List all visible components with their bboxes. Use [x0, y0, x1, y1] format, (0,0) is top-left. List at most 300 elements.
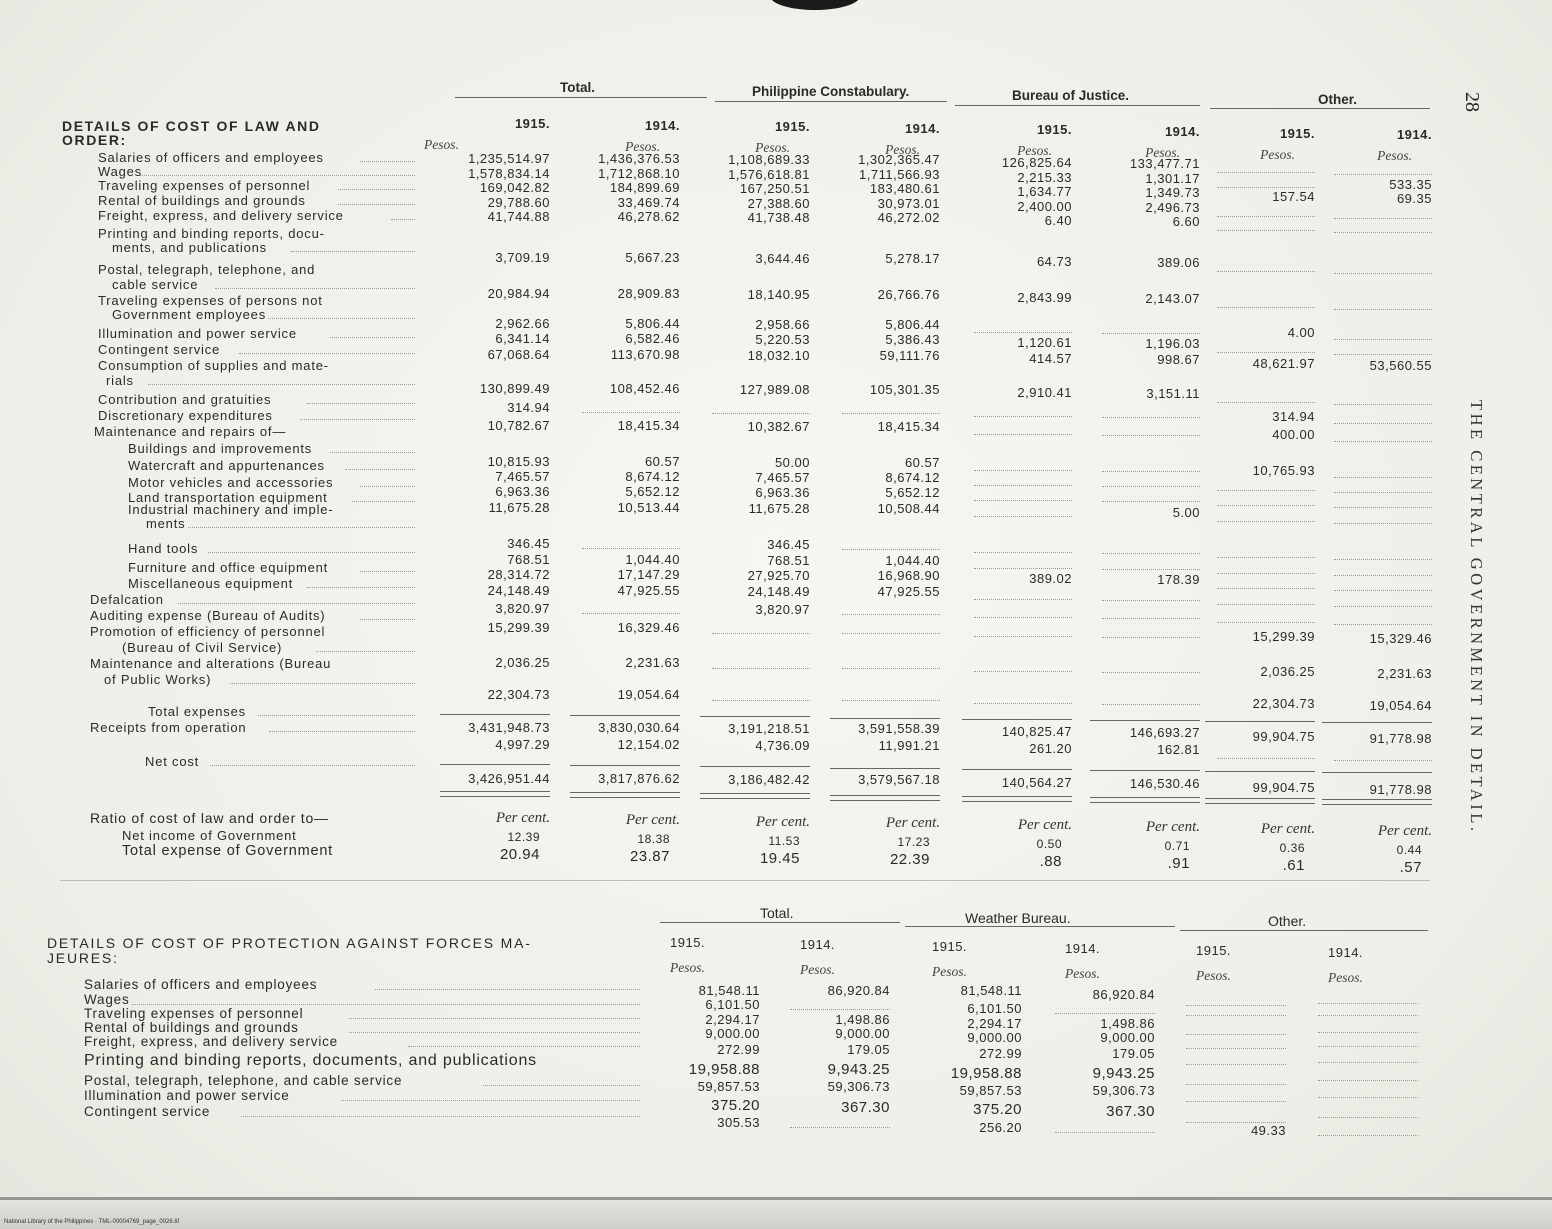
table1-cell: 91,778.98	[1369, 781, 1432, 797]
empty-cell-dots	[1186, 1100, 1286, 1102]
net-rule	[830, 768, 940, 769]
percent-unit: Per cent.	[755, 813, 810, 830]
table2-row-label: Freight, express, and delivery service	[84, 1034, 338, 1049]
table1-row-label: of Public Works)	[104, 672, 212, 687]
table1-cell: 7,465.57	[495, 469, 550, 484]
table1-cell: 126,825.64	[1001, 154, 1072, 170]
table2-group-weather: Weather Bureau.	[965, 910, 1071, 926]
ratio-cell: .61	[1282, 856, 1305, 874]
empty-cell-dots	[790, 1126, 890, 1128]
table1-cell: 12,154.02	[617, 737, 680, 752]
table2-year-header: 1914.	[1328, 945, 1364, 960]
empty-cell-dots	[974, 670, 1072, 672]
table1-cell: 16,329.46	[617, 620, 680, 635]
table2-cell: 86,920.84	[1092, 987, 1155, 1002]
empty-cell-dots	[1334, 623, 1432, 625]
empty-cell-dots	[842, 412, 940, 414]
table2-cell: 6,101.50	[967, 1001, 1022, 1016]
empty-cell-dots	[1334, 353, 1432, 355]
table2-cell: 179.05	[847, 1042, 890, 1057]
table1-cell: 27,925.70	[747, 567, 810, 583]
leader-dots	[188, 526, 415, 528]
table1-title-line1: DETAILS OF COST OF LAW AND	[62, 118, 321, 134]
table1-unit-label: Pesos.	[625, 138, 660, 154]
ratio-cell: 23.87	[629, 847, 670, 865]
net-rule	[1090, 770, 1200, 771]
empty-cell-dots	[1334, 338, 1432, 340]
table1-cell: 2,143.07	[1145, 290, 1200, 306]
ratio-cell: 20.94	[499, 846, 540, 863]
table1-cell: 314.94	[1272, 409, 1315, 425]
empty-cell-dots	[1186, 1083, 1286, 1085]
leader-dots	[307, 586, 415, 588]
table1-row-label: Total expenses	[148, 704, 246, 719]
table2-cell: 367.30	[841, 1099, 890, 1116]
table1-row-label: Contingent service	[98, 342, 221, 357]
empty-cell-dots	[582, 612, 680, 614]
table1-cell: 28,314.72	[487, 567, 550, 582]
leader-dots	[349, 1031, 640, 1033]
empty-cell-dots	[1334, 558, 1432, 560]
empty-cell-dots	[842, 699, 940, 701]
table2-unit-label: Pesos.	[1065, 966, 1100, 981]
table1-cell: 15,299.39	[1252, 629, 1315, 645]
table1-cell: 18,415.34	[617, 418, 680, 433]
empty-cell-dots	[974, 484, 1072, 486]
table2-title-line2: JEURES:	[47, 950, 119, 966]
table1-cell: 47,925.55	[617, 583, 680, 598]
table2-cell: 59,857.53	[959, 1083, 1022, 1098]
table1-row-label: Maintenance and repairs of—	[94, 424, 287, 439]
table1-cell: 60.57	[904, 455, 940, 471]
leader-dots	[258, 714, 415, 716]
table1-row-label: Illumination and power service	[98, 326, 297, 341]
leader-dots	[307, 402, 415, 404]
table1-cell: 15,299.39	[487, 620, 550, 635]
table1-row-label: Buildings and improvements	[128, 441, 313, 456]
table2-year-header: 1914.	[1065, 941, 1101, 956]
table1-cell: 2,400.00	[1017, 198, 1072, 214]
table1-row-label: Printing and binding reports, docu-	[98, 226, 325, 241]
empty-cell-dots	[1217, 401, 1315, 403]
empty-cell-dots	[974, 331, 1072, 333]
empty-cell-dots	[1318, 1096, 1418, 1098]
empty-cell-dots	[1334, 491, 1432, 493]
empty-cell-dots	[974, 499, 1072, 501]
table1-cell: 22,304.73	[1252, 696, 1315, 712]
empty-cell-dots	[1334, 308, 1432, 310]
table2-cell: 1,498.86	[835, 1012, 890, 1027]
net-rule	[440, 764, 550, 765]
table2-cell: 9,943.25	[1092, 1065, 1155, 1082]
table1-cell: 5,806.44	[885, 317, 940, 333]
leader-dots	[330, 451, 415, 453]
table1-cell: 10,382.67	[747, 418, 810, 434]
table1-cell: 47,925.55	[877, 584, 940, 600]
table1-year-header: 1914.	[1164, 124, 1200, 139]
empty-cell-dots	[1102, 470, 1200, 472]
table1-cell: 18,415.34	[877, 419, 940, 435]
empty-cell-dots	[1186, 1014, 1286, 1016]
ratio-cell: 12.39	[507, 830, 540, 844]
table2-cell: 59,857.53	[697, 1079, 760, 1094]
leader-dots	[345, 468, 415, 470]
empty-cell-dots	[1334, 422, 1432, 424]
table1-cell: 64.73	[1036, 253, 1072, 269]
empty-cell-dots	[712, 699, 810, 701]
empty-cell-dots	[1217, 229, 1315, 231]
table1-row-label: Defalcation	[90, 592, 164, 607]
empty-cell-dots	[1318, 1116, 1418, 1118]
table1-cell: 48,621.97	[1252, 356, 1315, 372]
table2-cell: 272.99	[717, 1042, 760, 1057]
table1-cell: 41,744.88	[487, 209, 550, 224]
table1-cell: 33,469.74	[617, 195, 680, 210]
table1-cell: 157.54	[1272, 189, 1315, 205]
table2-cell: 375.20	[711, 1097, 760, 1114]
table1-row-label: Motor vehicles and accessories	[128, 475, 334, 490]
empty-cell-dots	[842, 632, 940, 634]
table1-cell: 1,302,365.47	[858, 152, 940, 168]
empty-cell-dots	[1318, 1061, 1418, 1063]
ratio-cell: 0.36	[1279, 840, 1305, 855]
table1-cell: 8,674.12	[625, 469, 680, 484]
table1-year-header: 1914.	[1396, 127, 1432, 143]
ratio-cell: .57	[1399, 858, 1422, 876]
table1-row-label: Industrial machinery and imple-	[128, 502, 334, 517]
leader-dots	[341, 1099, 640, 1101]
table1-cell: 67,068.64	[487, 347, 550, 362]
table2-cell: 81,548.11	[960, 983, 1022, 998]
empty-cell-dots	[1318, 1079, 1418, 1081]
table1-cell: 1,712,868.10	[598, 166, 680, 181]
table2-cell: 367.30	[1106, 1103, 1155, 1120]
ratio-row-label: Total expense of Government	[122, 843, 334, 859]
table2-row-label: Rental of buildings and grounds	[84, 1020, 299, 1035]
table1-group-other: Other.	[1318, 92, 1358, 107]
total-rule	[570, 715, 680, 716]
table1-cell: 99,904.75	[1252, 780, 1315, 796]
leader-dots	[208, 551, 415, 553]
ratio-cell: 0.50	[1036, 837, 1062, 852]
empty-cell-dots	[1102, 332, 1200, 334]
table1-row-label: Salaries of officers and employees	[98, 150, 324, 165]
table1-cell: 6,963.36	[755, 484, 810, 500]
table2-cell: 19,958.88	[950, 1065, 1022, 1082]
empty-cell-dots	[790, 1008, 890, 1010]
table2-row-label: Contingent service	[84, 1104, 211, 1119]
total-rule	[1322, 722, 1432, 723]
ratio-cell: 11.53	[768, 833, 800, 848]
leader-dots	[349, 1017, 640, 1019]
ink-blot	[770, 0, 860, 10]
empty-cell-dots	[1334, 759, 1432, 761]
table1-row-label: ments	[146, 516, 186, 531]
table1-cell: 3,579,567.18	[858, 772, 940, 788]
empty-cell-dots	[974, 415, 1072, 417]
table2-cell: 9,943.25	[827, 1061, 890, 1078]
table1-cell: 2,962.66	[495, 316, 550, 331]
empty-cell-dots	[974, 616, 1072, 618]
table2-unit-label: Pesos.	[800, 962, 835, 977]
table2-year-header: 1915.	[670, 935, 706, 950]
table1-cell: 2,910.41	[1017, 384, 1072, 400]
leader-dots	[360, 485, 415, 487]
empty-cell-dots	[1217, 520, 1315, 522]
table1-year-header: 1915.	[1279, 125, 1315, 141]
table1-cell: 2,843.99	[1017, 289, 1072, 305]
table1-year-header: 1915.	[774, 119, 810, 135]
table1-cell: 261.20	[1029, 740, 1072, 756]
empty-cell-dots	[974, 635, 1072, 637]
table1-cell: 27,388.60	[747, 195, 810, 211]
table1-cell: 29,788.60	[487, 195, 550, 210]
table1-cell: 146,530.46	[1129, 775, 1200, 791]
net-double-rule	[962, 796, 1072, 802]
table2-unit-label: Pesos.	[932, 964, 967, 979]
table1-cell: 2,036.25	[1260, 664, 1315, 680]
table1-cell: 140,564.27	[1001, 774, 1072, 790]
empty-cell-dots	[974, 598, 1072, 600]
table2-row-label: Wages	[84, 992, 130, 1007]
table1-row-label: Net cost	[145, 754, 200, 769]
net-double-rule	[1322, 799, 1432, 805]
leader-dots	[239, 352, 415, 354]
table1-cell: 2,036.25	[495, 655, 550, 670]
table1-cell: 2,958.66	[755, 316, 810, 332]
table2-row-label: Postal, telegraph, telephone, and cable service	[84, 1073, 403, 1088]
table1-row-label: Furniture and office equipment	[128, 560, 329, 575]
table2-cell: 9,000.00	[1100, 1030, 1155, 1045]
table1-cell: 768.51	[767, 552, 810, 568]
net-double-rule	[830, 795, 940, 801]
table1-cell: 3,820.97	[755, 601, 810, 617]
table1-cell: 11,675.28	[488, 500, 550, 515]
table1-row-label: ments, and publications	[112, 240, 267, 255]
table2-cell: 272.99	[979, 1046, 1022, 1061]
table1-cell: 6.40	[1044, 212, 1072, 228]
empty-cell-dots	[1334, 476, 1432, 478]
empty-cell-dots	[1186, 1047, 1286, 1049]
net-rule	[1205, 771, 1315, 772]
table2-cell: 86,920.84	[827, 983, 890, 998]
empty-cell-dots	[1186, 1063, 1286, 1065]
table1-cell: 108,452.46	[609, 381, 680, 396]
table1-row-label: cable service	[112, 277, 199, 292]
empty-cell-dots	[1318, 1002, 1418, 1004]
percent-unit: Per cent.	[495, 810, 550, 826]
net-rule	[570, 765, 680, 766]
empty-cell-dots	[1217, 757, 1315, 759]
total-rule	[830, 718, 940, 719]
leader-dots	[132, 1003, 640, 1005]
leader-dots	[291, 250, 415, 252]
table1-unit-label: Pesos.	[1260, 146, 1295, 162]
total-rule	[1090, 720, 1200, 721]
empty-cell-dots	[974, 515, 1072, 517]
table1-group-justice: Bureau of Justice.	[1012, 88, 1130, 103]
table2-cell: 9,000.00	[705, 1026, 760, 1041]
net-rule	[1322, 772, 1432, 773]
table1-cell: 46,272.02	[877, 210, 940, 226]
table1-cell: 99,904.75	[1252, 729, 1315, 745]
empty-cell-dots	[1318, 1045, 1418, 1047]
table1-cell: 130,899.49	[479, 381, 550, 396]
table1-cell: 414.57	[1029, 350, 1072, 366]
table1-cell: 11,675.28	[748, 500, 810, 516]
table1-cell: 17,147.29	[617, 567, 680, 582]
leader-dots	[360, 160, 415, 162]
table1-cell: 3,817,876.62	[598, 771, 680, 786]
empty-cell-dots	[1334, 231, 1432, 233]
table1-group-constabulary: Philippine Constabulary.	[752, 84, 910, 99]
empty-cell-dots	[712, 412, 810, 414]
ratio-cell: 0.44	[1396, 842, 1422, 857]
ratio-cell: .88	[1039, 853, 1062, 871]
empty-cell-dots	[842, 667, 940, 669]
table1-cell: 184,899.69	[609, 180, 680, 195]
empty-cell-dots	[582, 547, 680, 549]
table2-cell: 179.05	[1112, 1046, 1155, 1061]
leader-dots	[178, 602, 415, 604]
leader-dots	[269, 730, 415, 732]
table1-cell: 1,044.40	[625, 552, 680, 567]
empty-cell-dots	[1217, 556, 1315, 558]
empty-cell-dots	[1217, 171, 1315, 173]
table1-unit-label: Pesos.	[1145, 145, 1180, 160]
table1-row-label: Postal, telegraph, telephone, and	[98, 262, 316, 277]
leader-dots	[210, 764, 415, 766]
empty-cell-dots	[1102, 599, 1200, 601]
empty-cell-dots	[1102, 416, 1200, 418]
empty-cell-dots	[1217, 489, 1315, 491]
empty-cell-dots	[1102, 568, 1200, 570]
table1-cell: 3,426,951.44	[468, 771, 550, 786]
table1-cell: 169,042.82	[479, 180, 550, 195]
table1-cell: 2,231.63	[1377, 665, 1432, 681]
table1-cell: 146,693.27	[1129, 724, 1200, 740]
table1-cell: 3,431,948.73	[468, 720, 550, 735]
table1-cell: 6,963.36	[495, 484, 550, 499]
table2-cell: 2,294.17	[967, 1016, 1022, 1031]
table1-cell: 11,991.21	[878, 738, 940, 754]
table2-year-header: 1914.	[800, 937, 836, 952]
table1-cell: 22,304.73	[487, 687, 550, 702]
empty-cell-dots	[1055, 1012, 1155, 1014]
table2-cell: 375.20	[973, 1101, 1022, 1118]
table1-year-header: 1914.	[644, 117, 680, 133]
table1-row-label: Land transportation equipment	[128, 490, 328, 505]
empty-cell-dots	[1318, 1014, 1418, 1016]
leader-dots	[268, 317, 415, 319]
empty-cell-dots	[1102, 485, 1200, 487]
table1-cell: 41,738.48	[747, 209, 810, 225]
empty-cell-dots	[1334, 403, 1432, 405]
total-rule	[1205, 721, 1315, 722]
empty-cell-dots	[1102, 671, 1200, 673]
table1-cell: 389.06	[1157, 254, 1200, 270]
table2-cell: 305.53	[717, 1115, 760, 1130]
table1-row-label: Traveling expenses of persons not	[98, 293, 323, 308]
brace	[1210, 108, 1430, 117]
table1-cell: 1,578,834.14	[468, 166, 550, 181]
empty-cell-dots	[1318, 1134, 1418, 1136]
table2-unit-label: Pesos.	[1328, 970, 1363, 985]
table1-cell: 46,278.62	[617, 209, 680, 224]
empty-cell-dots	[1334, 173, 1432, 175]
table1-cell: 8,674.12	[885, 470, 940, 486]
table1-cell: 53,560.55	[1369, 357, 1432, 373]
table1-row-label: Watercraft and appurtenances	[128, 458, 325, 473]
brace	[715, 101, 947, 110]
table1-cell: 183,480.61	[869, 181, 940, 197]
table2-cell: 2,294.17	[705, 1012, 760, 1027]
net-double-rule	[1205, 798, 1315, 804]
leader-dots	[483, 1084, 640, 1086]
leader-dots	[408, 1045, 640, 1047]
empty-cell-dots	[712, 632, 810, 634]
empty-cell-dots	[1217, 270, 1315, 272]
ratio-cell: .91	[1167, 855, 1190, 872]
table1-cell: 91,778.98	[1369, 730, 1432, 746]
table1-cell: 2,215.33	[1017, 169, 1072, 185]
empty-cell-dots	[842, 548, 940, 550]
table1-row-label: Maintenance and alterations (Bureau	[90, 656, 332, 671]
table2-row-label: Traveling expenses of personnel	[84, 1006, 304, 1021]
empty-cell-dots	[1055, 1131, 1155, 1133]
table1-row-label: Hand tools	[128, 541, 199, 556]
empty-cell-dots	[1318, 1031, 1418, 1033]
table2-cell: 1,498.86	[1100, 1016, 1155, 1031]
leader-dots	[391, 218, 415, 220]
table1-row-label: Promotion of efficiency of personnel	[90, 624, 326, 639]
table1-row-label: (Bureau of Civil Service)	[122, 640, 283, 655]
ratio-cell: 18.38	[637, 831, 670, 846]
table1-cell: 5,806.44	[625, 316, 680, 331]
percent-unit: Per cent.	[885, 815, 940, 832]
table2-unit-label: Pesos.	[1196, 968, 1231, 983]
table1-cell: 1,120.61	[1017, 334, 1072, 350]
table1-cell: 69.35	[1396, 190, 1432, 206]
table1-cell: 5,667.23	[625, 250, 680, 265]
section-separator	[60, 880, 1430, 881]
net-double-rule	[440, 791, 550, 797]
net-rule	[700, 766, 810, 767]
table2-cell: 19,958.88	[688, 1061, 760, 1078]
empty-cell-dots	[974, 551, 1072, 553]
table1-row-label: Rental of buildings and grounds	[98, 193, 306, 208]
table1-row-label: Consumption of supplies and mate-	[98, 358, 329, 373]
leader-dots	[215, 287, 415, 289]
table1-cell: 20,984.94	[487, 286, 550, 301]
table2-group-total: Total.	[760, 905, 794, 921]
empty-cell-dots	[1102, 703, 1200, 705]
table1-cell: 178.39	[1157, 571, 1200, 587]
table1-cell: 1,108,689.33	[728, 151, 810, 167]
percent-unit: Per cent.	[1017, 817, 1072, 834]
net-double-rule	[570, 792, 680, 798]
empty-cell-dots	[1217, 572, 1315, 574]
table1-cell: 314.94	[507, 400, 550, 415]
page-edge-shadow	[0, 1196, 1552, 1229]
empty-cell-dots	[974, 567, 1072, 569]
empty-cell-dots	[1102, 434, 1200, 436]
table1-cell: 389.02	[1029, 570, 1072, 586]
table1-cell: 10,782.67	[487, 418, 550, 433]
ratio-cell: 22.39	[889, 851, 930, 869]
table1-row-label: Wages	[98, 164, 142, 179]
table1-cell: 3,151.11	[1146, 385, 1200, 401]
